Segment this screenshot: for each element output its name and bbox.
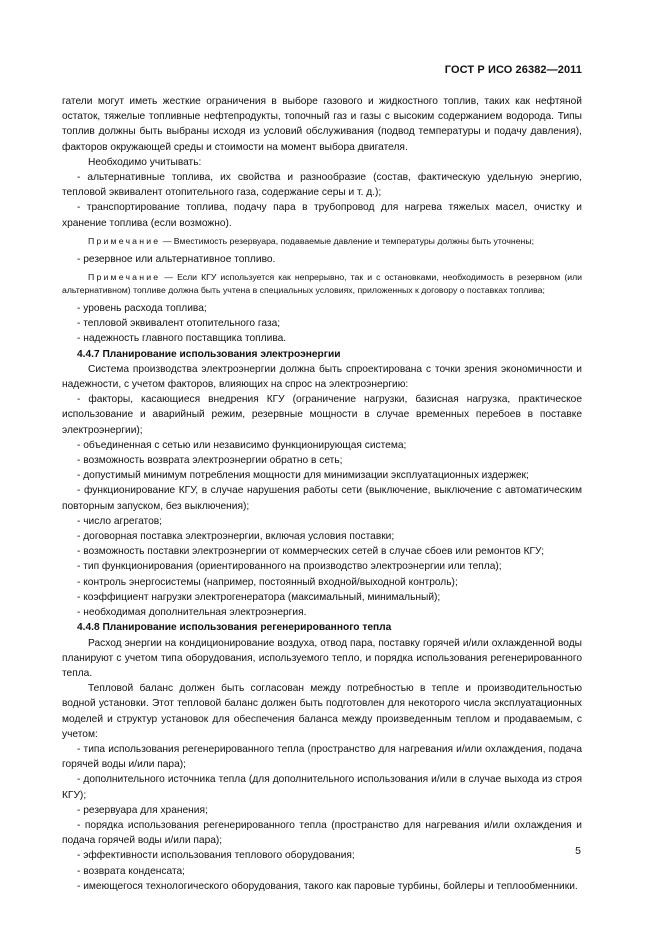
list-item: - резервное или альтернативное топливо.	[77, 253, 276, 265]
list-item: - допустимый минимум потребления мощности для минимизации эксплуатационных издержек;	[77, 470, 529, 482]
note-text: — Вместимость резервуара, подаваемые давление и температуры должны быть уточнены;	[160, 235, 535, 246]
list-item: - коэффициент нагрузки электрогенератора (максимальный, минимальный);	[77, 591, 441, 603]
list-item: - уровень расхода топлива;	[77, 303, 207, 315]
list-item: - договорная поставка электроэнергии, включая условия поставки;	[77, 531, 395, 543]
list-item: - альтернативные топлива, их свойства и разнообразие (состав, фактическую удельную энергию, тепловой эквивалент отопительного газа, содержание серы и т. д.);	[62, 172, 582, 199]
note-label: Примечание	[88, 235, 161, 246]
list-item: - тепловой эквивалент отопительного газа;	[77, 318, 281, 330]
document-body	[62, 94, 582, 894]
list-item: - транспортирование топлива, подачу пара в трубопровод для нагрева тяжелых масел, очистку и хранение топлива (если возможно).	[62, 202, 582, 229]
paragraph: Система производства электроэнергии должна быть спроектирована с точки зрения экономичности и надежности, с учетом факторов, влияющих на спрос на электроэнергию:	[62, 363, 582, 391]
list-item: - типа использования регенерированного тепла (пространство для нагревания и/или охлаждения, подача горячей воды и/или пара);	[62, 743, 582, 771]
paragraph: Необходимо учитывать:	[88, 156, 202, 168]
list-item: - тип функционирования (ориентированного на производство электроэнергии или тепла);	[77, 561, 502, 573]
note	[62, 235, 582, 248]
list-item: - возможность возврата электроэнергии обратно в сеть;	[77, 455, 343, 467]
section-heading: 4.4.7 Планирование использования электроэнергии	[77, 348, 341, 360]
list-item: - надежность главного поставщика топлива.	[77, 333, 287, 345]
note	[62, 271, 582, 297]
list-item: - необходимая дополнительная электроэнергия.	[77, 607, 307, 619]
list-item: - резервуара для хранения;	[77, 804, 208, 816]
paragraph: гатели могут иметь жесткие ограничения в выборе газового и жидкостного топлив, таких как нефтяной остаток, тяжелые топливные нефтепродукты, топочный газ и газы с высоким содержанием водорода. Типы топлив должны быть выбраны исходя из условий обслуживания (подвод температуры и подачу давления), факторов окружающей среды и стоимости на момент выбора двигателя.	[62, 96, 582, 153]
list-item: - факторы, касающиеся внедрения КГУ (ограничение нагрузки, базисная нагрузка, практическое использование и аварийный режим, резервные мощности в случае временных перебоев в поставке электроэнергии);	[62, 394, 582, 436]
list-item: - число агрегатов;	[77, 515, 162, 527]
list-item: - объединенная с сетью или независимо функционирующая система;	[77, 439, 407, 451]
paragraph: Расход энергии на кондиционирование воздуха, отвод пара, поставку горячей и/или охлажденной воды планируют с учетом типа оборудования, используемого тепло, и порядка использования регенерированного тепла.	[62, 637, 582, 679]
list-item: - возврата конденсата;	[77, 865, 185, 877]
list-item: - функционирование КГУ, в случае нарушения работы сети (выключение, выключение с автоматическим повторным запуском, без выключения);	[62, 485, 582, 512]
paragraph: Тепловой баланс должен быть согласован между потребностью в тепле и производительностью водной установки. Этот тепловой баланс должен быть подготовлен для некоторого числа эксплуатационных моделей и структур установок для обеспечения баланса между произведенным теплом и продаваемым, с учетом:	[62, 683, 582, 740]
list-item: - эффективности использования теплового оборудования;	[77, 850, 355, 862]
list-item: - имеющегося технологического оборудования, такого как паровые турбины, бойлеры и теплообменники.	[77, 880, 578, 892]
page-number: 5	[575, 845, 581, 857]
list-item: - дополнительного источника тепла (для дополнительного использования и/или в случае выхода из строя КГУ);	[62, 774, 582, 801]
list-item: - порядка использования регенерированного тепла (пространство для нагревания и/или охлаждения и подача горячей воды и/или пара);	[62, 819, 582, 847]
note-label: Примечание	[88, 272, 161, 283]
list-item: - возможность поставки электроэнергии от коммерческих сетей в случае сбоев или ремонтов КГУ;	[77, 546, 545, 558]
note-text: — Если КГУ используется как непрерывно, так и с остановками, необходимость в резервном (или альтернативном) топливе должна быть учтена в специальных условиях, приложенных к договору о поставках топлива;	[62, 272, 582, 296]
document-header: ГОСТ Р ИСО 26382—2011	[444, 64, 582, 76]
section-heading: 4.4.8 Планирование использования регенерированного тепла	[77, 622, 392, 634]
list-item: - контроль энергосистемы (например, постоянный входной/выходной контроль);	[77, 576, 458, 588]
